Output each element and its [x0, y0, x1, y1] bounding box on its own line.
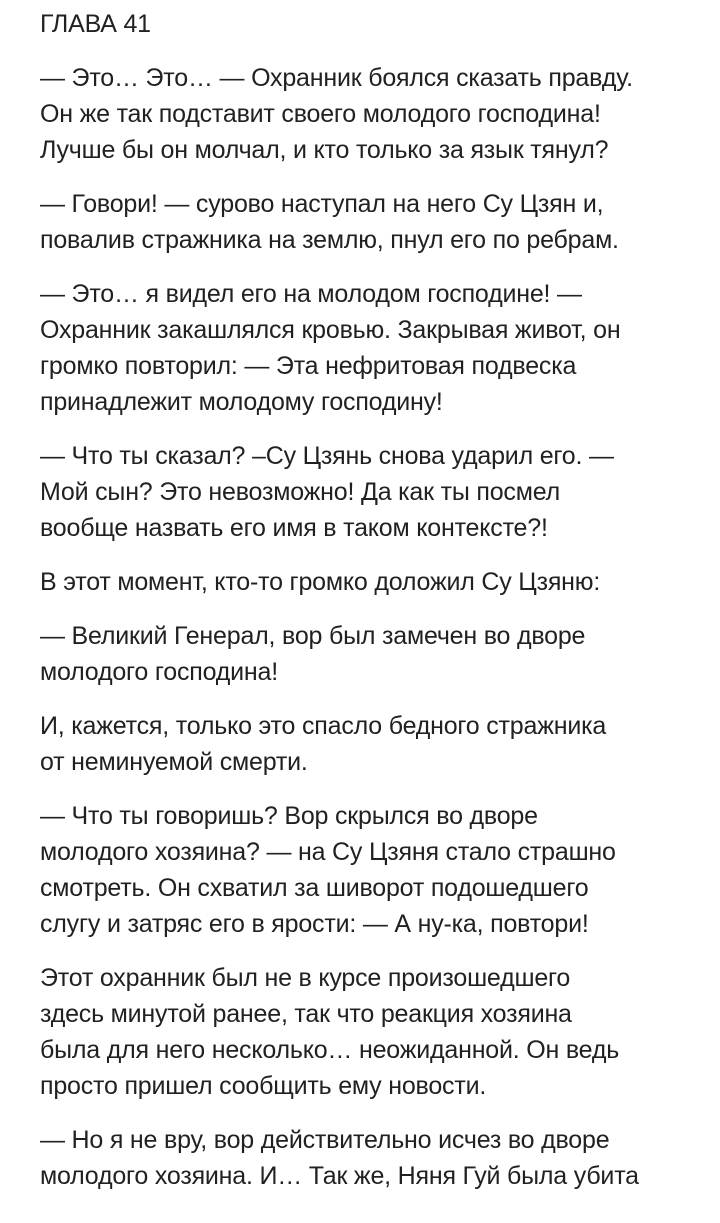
text-line: — Что ты сказал? –Су Цзянь снова ударил его. —: [40, 442, 614, 470]
text-line: повалив стражника на землю, пнул его по ребрам.: [40, 226, 619, 254]
text-line: — Это… я видел его на молодом господине! —: [40, 280, 582, 308]
text-line: — Говори! — сурово наступал на него Су Цзян и,: [40, 190, 604, 218]
chapter-title: ГЛАВА 41: [40, 10, 151, 38]
text-line: смотреть. Он схватил за шиворот подошедшего: [40, 874, 589, 902]
text-line: от неминуемой смерти.: [40, 748, 308, 776]
text-line: Этот охранник был не в курсе произошедшего: [40, 964, 571, 992]
paragraph: [40, 708, 700, 780]
text-line: громко повторил: — Эта нефритовая подвеска: [40, 352, 577, 380]
text-line: слугу и затряс его в ярости: — А ну-ка, повтори!: [40, 910, 589, 938]
text-line: молодого господина!: [40, 658, 278, 686]
text-line: просто пришел сообщить ему новости.: [40, 1072, 487, 1100]
text-line: Он же так подставит своего молодого господина!: [40, 100, 601, 128]
paragraph: [40, 60, 700, 168]
text-line: принадлежит молодому господину!: [40, 388, 443, 416]
paragraph: [40, 618, 700, 690]
paragraph: [40, 186, 700, 258]
text-line: — Что ты говоришь? Вор скрылся во дворе: [40, 802, 538, 830]
text-line: вообще назвать его имя в таком контексте?!: [40, 514, 548, 542]
paragraph: [40, 564, 700, 600]
paragraph: [40, 960, 700, 1104]
paragraph: [40, 798, 700, 942]
text-line: — Но я не вру, вор действительно исчез во дворе: [40, 1126, 610, 1154]
text-line: — Это… Это… — Охранник боялся сказать правду.: [40, 64, 633, 92]
text-line: молодого хозяина? — на Су Цзяня стало страшно: [40, 838, 616, 866]
paragraph: [40, 1122, 700, 1194]
text-line: здесь минутой ранее, так что реакция хозяина: [40, 1000, 572, 1028]
text-line: Мой сын? Это невозможно! Да как ты посмел: [40, 478, 560, 506]
text-line: молодого хозяина. И… Так же, Няня Гуй была убита: [40, 1162, 639, 1190]
text-line: была для него несколько… неожиданной. Он ведь: [40, 1036, 620, 1064]
text-line: В этот момент, кто-то громко доложил Су Цзяню:: [40, 568, 601, 596]
text-line: Охранник закашлялся кровью. Закрывая живот, он: [40, 316, 621, 344]
paragraph: [40, 438, 700, 546]
text-line: И, кажется, только это спасло бедного стражника: [40, 712, 607, 740]
paragraph: [40, 276, 700, 420]
text-line: Лучше бы он молчал, и кто только за язык тянул?: [40, 136, 609, 164]
text-line: — Великий Генерал, вор был замечен во дворе: [40, 622, 586, 650]
